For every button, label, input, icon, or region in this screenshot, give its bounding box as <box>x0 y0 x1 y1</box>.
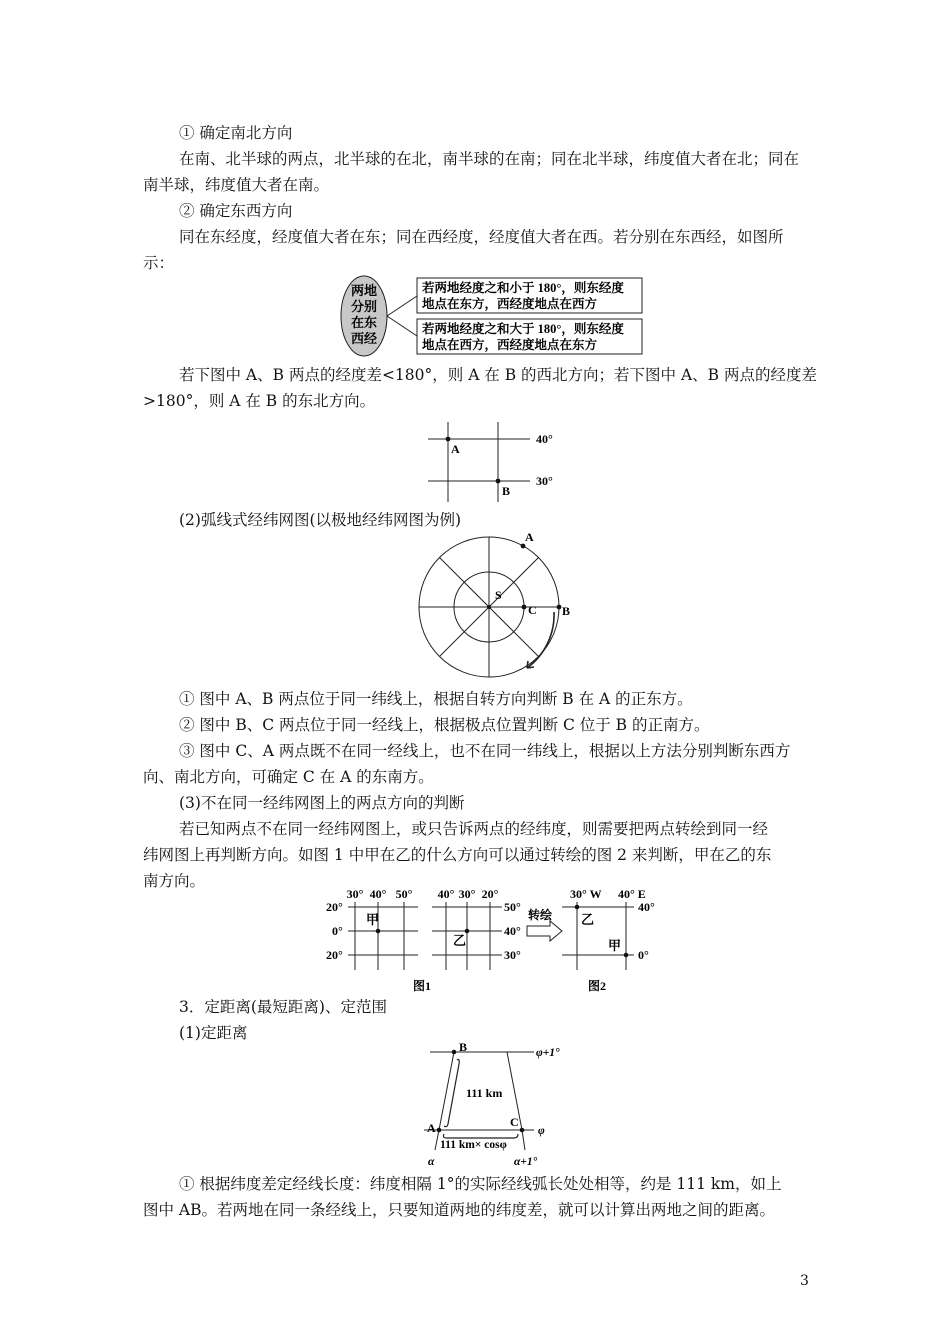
svg-text:B: B <box>459 1042 468 1054</box>
svg-text:甲: 甲 <box>366 912 380 927</box>
paragraph-line: 示： <box>143 254 175 272</box>
svg-text:111 km: 111 km <box>466 1086 503 1100</box>
svg-text:40°: 40° <box>638 900 655 914</box>
svg-text:A: A <box>427 1121 436 1135</box>
section-heading-distance: 3．定距离(最短距离)、定范围 <box>179 998 387 1016</box>
svg-text:20°: 20° <box>481 887 499 901</box>
paragraph-line: 若下图中 A、B 两点的经度差<180°，则 A 在 B 的西北方向；若下图中 A、B 两点的经度差 <box>179 366 817 384</box>
svg-text:φ+1°: φ+1° <box>536 1047 560 1059</box>
svg-text:乙: 乙 <box>453 933 467 948</box>
paragraph-line: ① 图中 A、B 两点位于同一纬线上，根据自转方向判断 B 在 A 的正东方。 <box>179 690 693 708</box>
svg-text:40° E: 40° E <box>618 887 646 901</box>
paragraph-line: 若已知两点不在同一经纬网图上，或只告诉两点的经纬度，则需要把两点转绘到同一经 <box>179 820 769 838</box>
paragraph-line: 南方向。 <box>143 872 206 890</box>
heading-east-west: ② 确定东西方向 <box>179 202 293 220</box>
svg-text:50°: 50° <box>504 900 521 914</box>
subheading-distance: (1)定距离 <box>179 1024 248 1042</box>
paragraph-line: 图中 AB。若两地在同一条经线上，只要知道两地的纬度差，就可以计算出两地之间的距离。 <box>143 1201 776 1219</box>
box-text: 地点在西方，西经度地点在东方 <box>422 338 598 352</box>
transfer-arrow-icon <box>527 921 562 941</box>
svg-text:40°: 40° <box>437 887 455 901</box>
heading-north-south: ① 确定南北方向 <box>179 124 293 142</box>
svg-text:40°: 40° <box>369 887 387 901</box>
longitude-sum-diagram <box>340 274 645 358</box>
point-c-label: C <box>528 603 537 617</box>
svg-text:图1: 图1 <box>412 979 432 993</box>
box-text: 地点在东方，西经度地点在西方 <box>422 297 598 311</box>
lat-label: 30° <box>536 474 553 488</box>
paragraph-line: ① 根据纬度差定经线长度：纬度相隔 1°的实际经线弧长处处相等，约是 111 km，如上 <box>179 1175 782 1193</box>
svg-text:50°: 50° <box>395 887 413 901</box>
pole-label: S <box>495 588 502 602</box>
distance-diagram <box>422 1042 592 1170</box>
svg-text:甲: 甲 <box>608 938 622 953</box>
svg-text:α: α <box>428 1156 435 1168</box>
transfer-grid-diagram <box>322 884 662 994</box>
box-text: 若两地经度之和大于 180°，则东经度 <box>422 322 624 336</box>
svg-text:30°: 30° <box>504 948 521 962</box>
paragraph-line: ② 图中 B、C 两点位于同一经线上，根据极点位置判断 C 位于 B 的正南方。 <box>179 716 710 734</box>
paragraph-line: 纬网图上再判断方向。如图 1 中甲在乙的什么方向可以通过转绘的图 2 来判断，甲在乙的东 <box>143 846 772 864</box>
point-b-label: B <box>502 484 511 498</box>
lat-label: 40° <box>536 432 553 446</box>
svg-text:30°: 30° <box>458 887 476 901</box>
point-b-label: B <box>562 604 571 618</box>
svg-text:40°: 40° <box>504 924 521 938</box>
svg-text:图2: 图2 <box>587 979 607 993</box>
svg-text:30°: 30° <box>346 887 364 901</box>
oval-text: 分别 <box>350 299 378 314</box>
oval-text: 两地 <box>350 283 378 298</box>
paragraph-line: ③ 图中 C、A 两点既不在同一经线上，也不在同一纬线上，根据以上方法分别判断东西方 <box>179 742 791 760</box>
page-number: 3 <box>800 1273 809 1289</box>
svg-text:0°: 0° <box>638 948 649 962</box>
svg-text:C: C <box>510 1115 519 1129</box>
paragraph-line: 同在东经度，经度值大者在东；同在西经度，经度值大者在西。若分别在东西经，如图所 <box>179 228 784 246</box>
subheading-arc-grid: (2)弧线式经纬网图(以极地经纬网图为例) <box>179 511 462 529</box>
paragraph-line: >180°，则 A 在 B 的东北方向。 <box>143 392 376 410</box>
paragraph-line: 向、南北方向，可确定 C 在 A 的东南方。 <box>143 768 434 786</box>
svg-text:30° W: 30° W <box>570 887 602 901</box>
svg-text:20°: 20° <box>326 900 343 914</box>
point-a-label: A <box>451 442 460 456</box>
polar-grid-diagram <box>410 532 580 682</box>
oval-text: 在东 <box>350 315 378 330</box>
svg-text:φ: φ <box>538 1125 545 1137</box>
svg-text:α+1°: α+1° <box>514 1156 538 1168</box>
subheading-different-grids: (3)不在同一经纬网图上的两点方向的判断 <box>179 794 465 812</box>
svg-text:111 km× cosφ: 111 km× cosφ <box>440 1139 507 1151</box>
svg-text:乙: 乙 <box>581 912 595 927</box>
paragraph-line: 南半球，纬度值大者在南。 <box>143 176 330 194</box>
svg-text:0°: 0° <box>332 924 343 938</box>
point-a-label: A <box>525 532 534 544</box>
oval-text: 西经 <box>350 331 378 346</box>
grid-ab-diagram <box>420 418 570 504</box>
paragraph-line: 在南、北半球的两点，北半球的在北，南半球的在南；同在北半球，纬度值大者在北；同在 <box>179 150 800 168</box>
box-text: 若两地经度之和小于 180°，则东经度 <box>422 281 624 295</box>
svg-text:转绘: 转绘 <box>528 908 553 922</box>
svg-text:20°: 20° <box>326 948 343 962</box>
